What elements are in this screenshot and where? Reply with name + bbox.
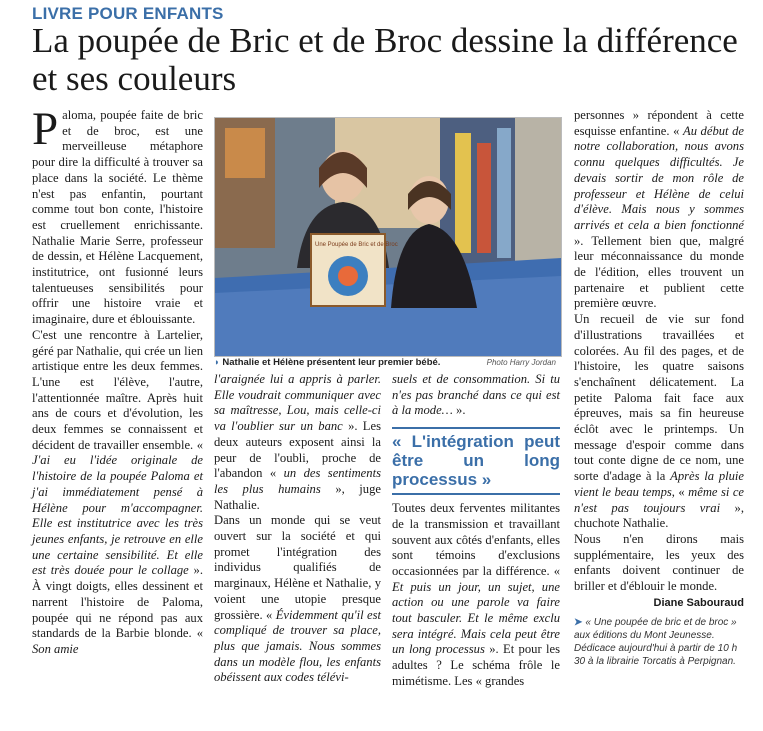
paragraph-text: , «	[671, 484, 685, 499]
paragraph-text: ». À vingt doigts, elles dessinent et narrent l'histoire de Paloma, poupée qui ne répond pas aux standards de la Barbie blonde. «	[32, 563, 203, 641]
paragraph	[214, 372, 381, 513]
paragraph-text: ». Les deux auteurs exposent ainsi la peur de l'oubli, proche de l'abandon «	[214, 419, 381, 481]
photo-illustration	[215, 118, 561, 356]
quote-text: J'ai eu l'idée originale de l'histoire de la poupée Paloma et j'ai immédiatement pensé à Hélène pour m'accompagner. Elle est institutrice avec les très jeunes enfants, je retrouve en elle une certaine sensibilité. Et elle est très douée pour le collage	[32, 453, 203, 578]
caption-marker-icon: ◗	[214, 357, 220, 368]
paragraph	[214, 513, 381, 686]
quote-text: même si ce n'est pas toujours vrai	[574, 484, 744, 515]
page-title: La poupée de Bric et de Broc dessine la différence et ses couleurs	[32, 21, 738, 98]
paragraph	[32, 328, 203, 658]
photo-caption	[214, 357, 560, 368]
paragraph	[392, 501, 560, 689]
paragraph-text: Dans un monde qui se veut ouvert sur la société et qui promet l'intégration des individus qualifiés de marginaux, Hélène et Nathalie, y voient une utopie presque grossière. «	[214, 513, 381, 622]
paragraph	[574, 108, 744, 312]
intro-text: aloma, poupée faite de bric et de broc, est une merveilleuse métaphore pour dire la difficulté à trouver sa place dans la société. Le thème n'est pas enfantin, pourtant comme tout bon conte, l'histoire est cruellement enrichissante. Nathalie Marie Serre, professeur de dessin, et Hélène Lacquement, institutrice, ont fusionné leurs talentueuses sensibilités pour offrir une histoire vraie et imaginaire, dure et éblouissante.	[32, 108, 203, 327]
paragraph-text: », chuchote Nathalie.	[574, 500, 744, 531]
paragraph	[574, 312, 744, 532]
quote-text: suels et de consommation. Si tu n'es pas branché dans ce qui est à la mode…	[392, 372, 560, 418]
info-note-text: « Une poupée de bric et de broc » aux éditions du Mont Jeunesse. Dédicace aujourd'hui à partir de 10 h 30 à la librairie Torcatis à Perpignan.	[574, 616, 738, 667]
paragraph-text: ». Tellement bien que, malgré leur méconnaissance du monde de l'édition, elles trouvent un partenaire et publient cette première œuvre.	[574, 233, 744, 311]
quote-text: Son amie	[32, 641, 79, 656]
paragraph-text: C'est une rencontre à Lartelier, géré par Nathalie, qui crée un lien artistique entre les deux femmes. L'une est l'élève, l'autre, l'attentionnée maître. Après huit ans de cours et d'évolution, les deux femmes se connaissent et décident de travailler ensemble. «	[32, 327, 203, 452]
article-column-4	[574, 108, 744, 668]
article-column-3	[392, 372, 560, 690]
quote-text: Après la pluie vient le beau temps	[574, 469, 744, 499]
quote-text: un des sentiments les plus humains	[214, 466, 381, 496]
section-kicker: LIVRE POUR ENFANTS	[32, 4, 224, 23]
quote-text: l'araignée lui a appris à parler. Elle voudrait communiquer avec sa maîtresse, Lou, mais celle-ci va l'oublier sur un banc	[214, 372, 381, 434]
paragraph-text: », juge Nathalie.	[214, 481, 381, 512]
article-column-2	[214, 372, 381, 686]
paragraph-text: Toutes deux ferventes militantes de la transmission et travaillant souvent aux côtés d'enfants, elles sont témoins d'exclusions occasionnées par la différence. «	[392, 501, 560, 578]
section-subheading: « L'intégration peut être un long processus »	[392, 427, 560, 495]
author-signature: Diane Sabouraud	[653, 596, 744, 609]
article-column-1	[32, 103, 203, 658]
arrow-icon: ➤	[574, 616, 583, 628]
quote-text: Au début de notre collaboration, nous avons connu quelques difficultés. Je devais sortir de mon rôle de professeur et Hélène de celui d'élève. Mais nous y sommes arrivés et cela a bien fonctionné	[574, 123, 744, 232]
info-note	[574, 616, 744, 668]
paragraph	[392, 372, 560, 419]
paragraph-text: Un recueil de vie sur fond d'illustrations travaillées et colorées. Au fil des pages, et de l'histoire, les quatre saisons s'enchaînent délicatement. La petite Paloma fait face aux épreuves, mais sa fin heureuse éclôt avec le printemps. Un message d'espoir comme dans tout conte digne de ce nom, une sorte d'adage à la	[574, 312, 744, 484]
paragraph: Nous n'en dirons mais supplémentaire, les yeux des enfants doivent continuer de briller et d'éblouir le monde.	[574, 531, 744, 594]
drop-cap: P	[32, 103, 59, 155]
quote-text: Évidemment qu'il est compliqué de trouver sa place, plus que jamais. Nous sommes dans un modèle flou, les enfants obéissent aux codes télévi-	[214, 607, 381, 685]
intro-paragraph	[32, 103, 203, 328]
paragraph-text: ».	[456, 403, 466, 418]
photo-credit: Photo Harry Jordan	[486, 358, 556, 367]
article-photo	[214, 117, 562, 357]
quote-text: Et puis un jour, un sujet, une action ou une parole va faire tout basculer. Et le même exclu sera intégré. Mais cela peut être un long processus	[392, 579, 560, 657]
paragraph-text: ». Et pour les adultes ? Le schéma frôle le mimétisme. Les « grandes	[392, 642, 560, 688]
caption-text: Nathalie et Hélène présentent leur premier bébé.	[222, 357, 441, 368]
paragraph-text: personnes » répondent à cette esquisse enfantine. «	[574, 108, 744, 138]
book-cover-title: Une Poupée de Bric et de Broc	[315, 242, 398, 248]
